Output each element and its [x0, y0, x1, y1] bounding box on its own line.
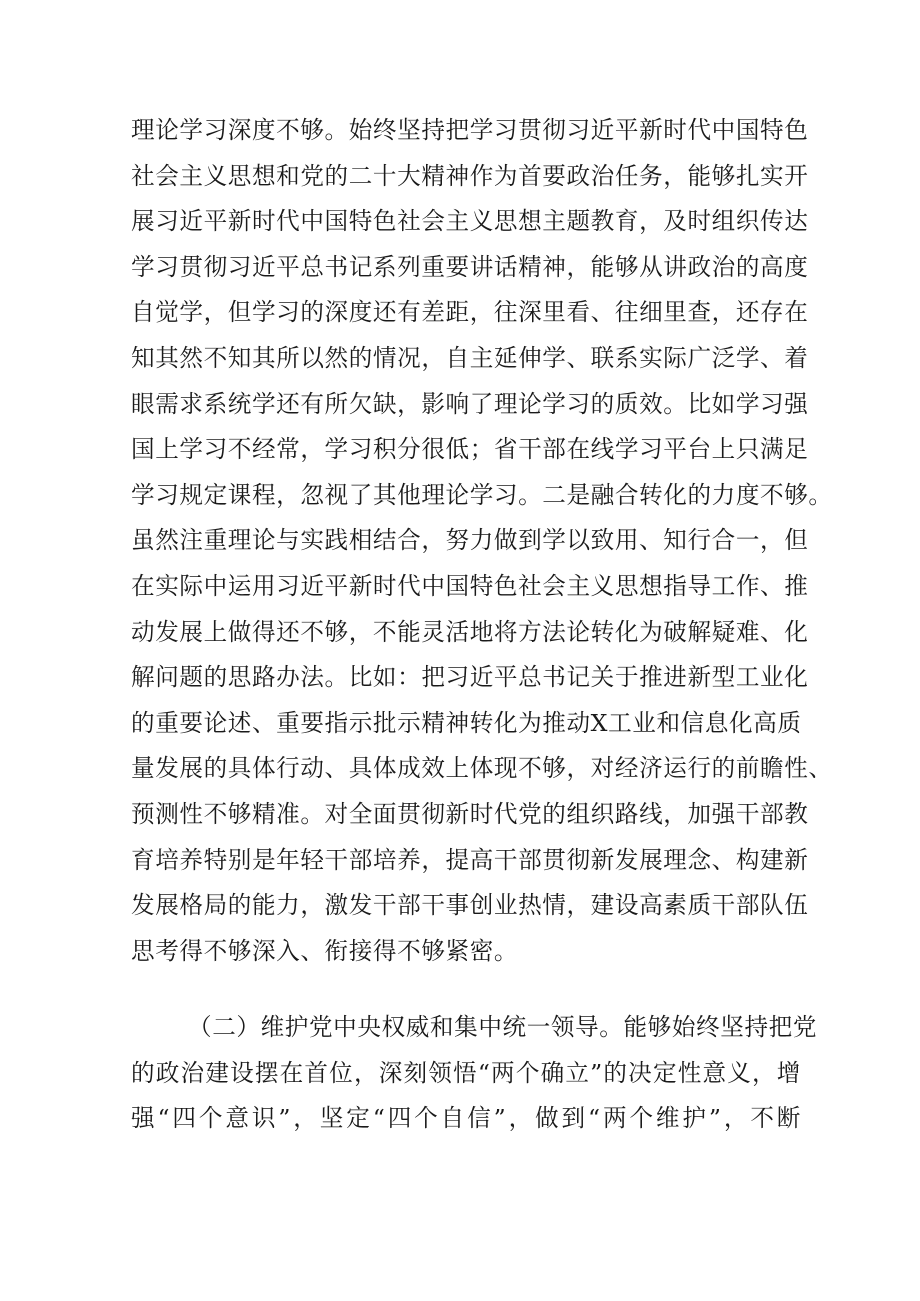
- paragraph-line: 社会主义思想和党的二十大精神作为首要政治任务，能够扎实开: [131, 161, 809, 190]
- paragraph-line: 在实际中运用习近平新时代中国特色社会主义思想指导工作、推: [131, 571, 809, 600]
- paragraph-line: 眼需求系统学还有所欠缺，影响了理论学习的质效。比如学习强: [131, 389, 809, 418]
- paragraph-line: 量发展的具体行动、具体成效上体现不够，对经济运行的前瞻性、: [131, 754, 833, 783]
- paragraph-line: 的重要论述、重要指示批示精神转化为推动X工业和信息化高质: [131, 708, 802, 737]
- paragraph-2: [131, 1005, 818, 1142]
- paragraph-line: 理论学习深度不够。始终坚持把学习贯彻习近平新时代中国特色: [131, 116, 809, 144]
- paragraph-line: 国上学习不经常，学习积分很低；省干部在线学习平台上只满足: [131, 435, 809, 464]
- paragraph-line: 解问题的思路办法。比如：把习近平总书记关于推进新型工业化: [131, 663, 809, 692]
- paragraph-line: 自觉学，但学习的深度还有差距，往深里看、往细里查，还存在: [131, 298, 809, 327]
- paragraph-line: 学习规定课程，忽视了其他理论学习。二是融合转化的力度不够。: [131, 480, 833, 509]
- paragraph-line: 学习贯彻习近平总书记系列重要讲话精神，能够从讲政治的高度: [131, 252, 809, 281]
- paragraph-line: 思考得不够深入、衔接得不够紧密。: [131, 936, 519, 965]
- paragraph-line: 发展格局的能力，激发干部干事创业热情，建设高素质干部队伍: [131, 891, 809, 920]
- paragraph-line: 展习近平新时代中国特色社会主义思想主题教育，及时组织传达: [131, 207, 809, 236]
- paragraph-line: 预测性不够精准。对全面贯彻新时代党的组织路线，加强干部教: [131, 799, 809, 828]
- paragraph-1: [131, 108, 833, 974]
- paragraph-line: 的政治建设摆在首位，深刻领悟“两个确立”的决定性意义，增: [131, 1058, 801, 1087]
- paragraph-line: 强“四个意识”，坚定“四个自信”，做到“两个维护”，不断: [131, 1104, 801, 1133]
- paragraph-line: 知其然不知其所以然的情况，自主延伸学、联系实际广泛学、着: [131, 343, 809, 372]
- paragraph-line: （二）维护党中央权威和集中统一领导。能够始终坚持把党: [188, 1013, 818, 1041]
- paragraph-line: 动发展上做得还不够，不能灵活地将方法论转化为破解疑难、化: [131, 617, 809, 646]
- paragraph-line: 育培养特别是年轻干部培养，提高干部贯彻新发展理念、构建新: [131, 845, 809, 874]
- paragraph-line: 虽然注重理论与实践相结合，努力做到学以致用、知行合一，但: [131, 526, 809, 555]
